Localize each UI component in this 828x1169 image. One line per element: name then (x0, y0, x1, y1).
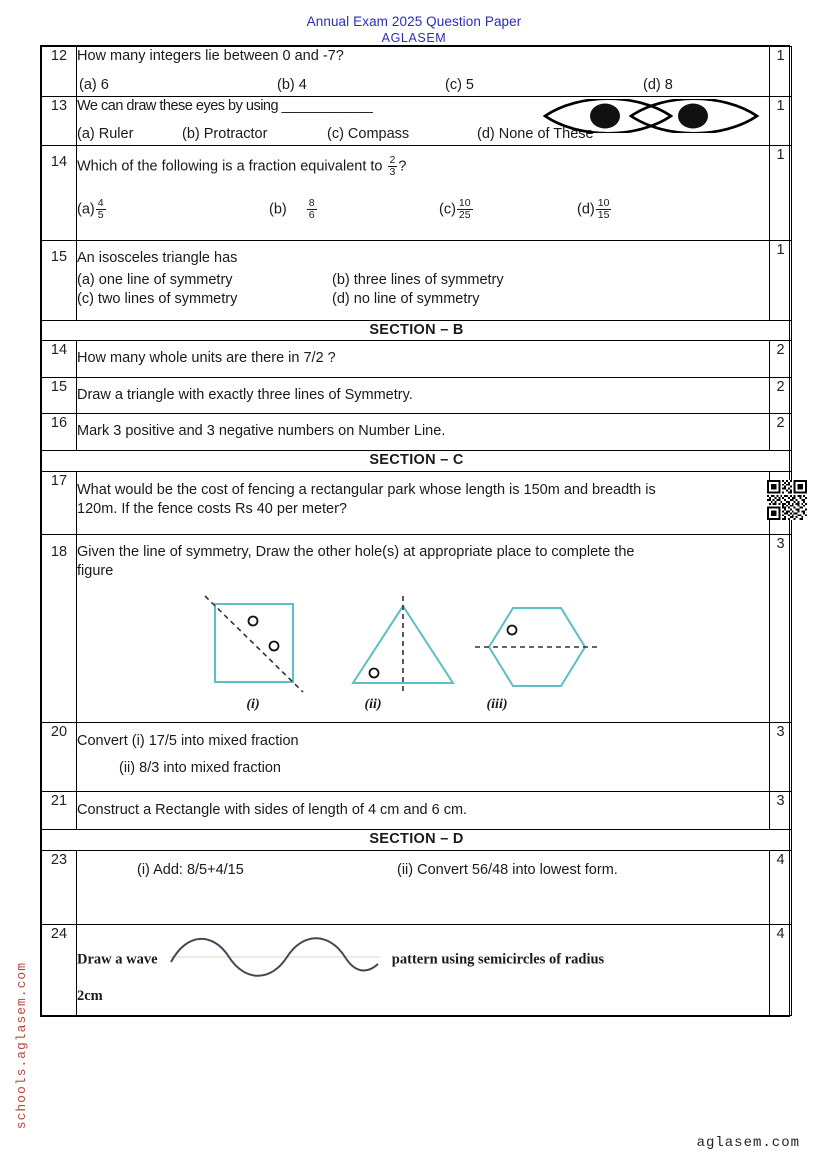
table-row (42, 341, 792, 378)
question-number: 13 (42, 96, 77, 146)
option-b-label: (b) (269, 201, 287, 218)
option-a-fraction (96, 198, 106, 221)
section-header-c: SECTION – C (42, 450, 792, 471)
question-text-line2: 120m. If the fence costs Rs 40 per meter? (77, 501, 347, 518)
question-number: 21 (42, 791, 77, 830)
table-row (42, 791, 792, 830)
marks-cell: 2 (770, 377, 792, 414)
option-c (439, 198, 474, 221)
table-row (42, 47, 792, 97)
fraction-numerator: 10 (458, 197, 471, 210)
table-row (42, 241, 792, 321)
marks-cell: 1 (770, 96, 792, 146)
fraction-numerator: 2 (389, 154, 396, 167)
question-body (77, 925, 770, 1016)
question-body: Draw a triangle with exactly three lines of Symmetry. (77, 377, 770, 414)
option-list (77, 198, 769, 228)
question-body (77, 471, 770, 534)
table-row (42, 722, 792, 791)
option-a: (a) one line of symmetry (77, 271, 233, 288)
marks-cell: 4 (770, 925, 792, 1016)
question-body (77, 241, 770, 321)
question-part-ii: (ii) Convert 56/48 into lowest form. (397, 862, 618, 879)
question-text-line1: What would be the cost of fencing a rectangular park whose length is 150m and breadth is (77, 481, 656, 498)
page-title: Annual Exam 2025 Question Paper (306, 14, 522, 29)
question-text: How many integers lie between 0 and -7? (77, 48, 344, 64)
marks-cell: 2 (770, 414, 792, 451)
option-d: (d) None of These (477, 126, 594, 143)
triangle-figure-icon (339, 590, 469, 700)
option-d: (d) 8 (643, 76, 673, 93)
table-row-section (42, 450, 792, 471)
hexagon-figure-icon (467, 592, 607, 702)
fraction-numerator: 8 (308, 197, 315, 210)
marks-cell: 1 (770, 47, 792, 97)
question-text-before: Draw a wave (77, 951, 158, 968)
table-row-section (42, 320, 792, 341)
fraction-denominator: 25 (458, 209, 471, 222)
section-header-b: SECTION – B (42, 320, 792, 341)
option-b: (b) three lines of symmetry (332, 271, 504, 288)
option-b: (b) Protractor (182, 126, 268, 143)
question-text-line1: Convert (i) 17/5 into mixed fraction (77, 732, 299, 749)
question-text-line2: 2cm (77, 987, 103, 1004)
figure-label-iii: (iii) (486, 696, 508, 712)
question-number: 16 (42, 414, 77, 451)
question-text-line1: Given the line of symmetry, Draw the other hole(s) at appropriate place to complete the (77, 543, 635, 560)
option-c: (c) Compass (327, 126, 410, 143)
option-c: (c) two lines of symmetry (77, 290, 238, 307)
question-number: 17 (42, 471, 77, 534)
question-body (77, 96, 770, 146)
option-b (269, 198, 318, 221)
table-row (42, 414, 792, 451)
table-row (42, 851, 792, 925)
option-c-fraction (457, 198, 473, 221)
option-row-2 (77, 290, 769, 309)
table-row (42, 534, 792, 722)
question-text-before: Which of the following is a fraction equivalent to (77, 158, 387, 175)
question-text: An isosceles triangle has (77, 250, 238, 267)
option-row-1 (77, 271, 769, 290)
page-subtitle: AGLASEM (381, 30, 447, 45)
footer-watermark: aglasem.com (696, 1135, 800, 1151)
table-row-section (42, 830, 792, 851)
question-number: 14 (42, 341, 77, 378)
question-body (77, 851, 770, 925)
symmetry-figures (77, 588, 769, 716)
question-text-after: pattern using semicircles of radius (391, 951, 605, 968)
question-part-i: (i) Add: 8/5+4/15 (137, 862, 244, 879)
question-number: 12 (42, 47, 77, 97)
question-number: 15 (42, 241, 77, 321)
question-number: 20 (42, 722, 77, 791)
option-b: (b) 4 (277, 76, 307, 93)
option-a: (a) Ruler (77, 126, 134, 143)
table-row (42, 471, 792, 534)
question-number: 18 (42, 534, 77, 722)
question-number: 24 (42, 925, 77, 1016)
marks-cell (770, 471, 792, 534)
marks-cell: 1 (770, 241, 792, 321)
sine-wave-icon (167, 934, 382, 987)
marks-cell: 4 (770, 851, 792, 925)
option-d: (d) no line of symmetry (332, 290, 480, 307)
option-a: (a) 6 (79, 76, 109, 93)
option-b-fraction (307, 198, 317, 221)
question-body (77, 47, 770, 97)
question-body (77, 534, 770, 722)
option-d-fraction (596, 198, 612, 221)
option-a-label: (a) (77, 201, 95, 218)
question-text-line2: (ii) 8/3 into mixed fraction (119, 760, 281, 777)
question-text-after: ? (398, 158, 407, 175)
question-number: 14 (42, 146, 77, 241)
fraction-2-3 (388, 155, 398, 178)
marks-cell: 3 (770, 791, 792, 830)
figure-label-ii: (ii) (364, 696, 382, 712)
fraction-denominator: 6 (308, 209, 315, 222)
question-body: Mark 3 positive and 3 negative numbers on Number Line. (77, 414, 770, 451)
option-d (577, 198, 612, 221)
question-body (77, 722, 770, 791)
question-number: 23 (42, 851, 77, 925)
fraction-numerator: 10 (597, 197, 610, 210)
table-row (42, 96, 792, 146)
question-body: Construct a Rectangle with sides of length of 4 cm and 6 cm. (77, 791, 770, 830)
marks-cell: 2 (770, 341, 792, 378)
option-c: (c) 5 (445, 76, 474, 93)
eyes-icon (541, 99, 761, 140)
question-text (77, 155, 769, 178)
marks-cell: 1 (770, 146, 792, 241)
table-row (42, 925, 792, 1016)
side-watermark: schools.aglasem.com (14, 962, 29, 1130)
marks-cell: 3 (770, 722, 792, 791)
option-d-label: (d) (577, 201, 595, 218)
question-text: We can draw these eyes by using ____________ (77, 97, 373, 114)
fraction-denominator: 15 (597, 209, 610, 222)
option-c-label: (c) (439, 201, 456, 218)
fraction-denominator: 3 (389, 166, 396, 179)
table-row (42, 146, 792, 241)
question-text-line2: figure (77, 563, 114, 580)
option-list (77, 76, 769, 96)
option-a (77, 198, 107, 221)
question-body: How many whole units are there in 7/2 ? (77, 341, 770, 378)
figure-label-i: (i) (246, 696, 260, 712)
qr-code-icon[interactable] (767, 480, 807, 520)
question-number: 15 (42, 377, 77, 414)
marks-cell: 3 (770, 534, 792, 722)
page-header (0, 14, 828, 45)
fraction-denominator: 5 (97, 209, 104, 222)
section-header-d: SECTION – D (42, 830, 792, 851)
table-row (42, 377, 792, 414)
question-body (77, 146, 770, 241)
question-paper-table (40, 45, 790, 1017)
fraction-numerator: 4 (97, 197, 104, 210)
square-figure-icon (193, 590, 313, 700)
